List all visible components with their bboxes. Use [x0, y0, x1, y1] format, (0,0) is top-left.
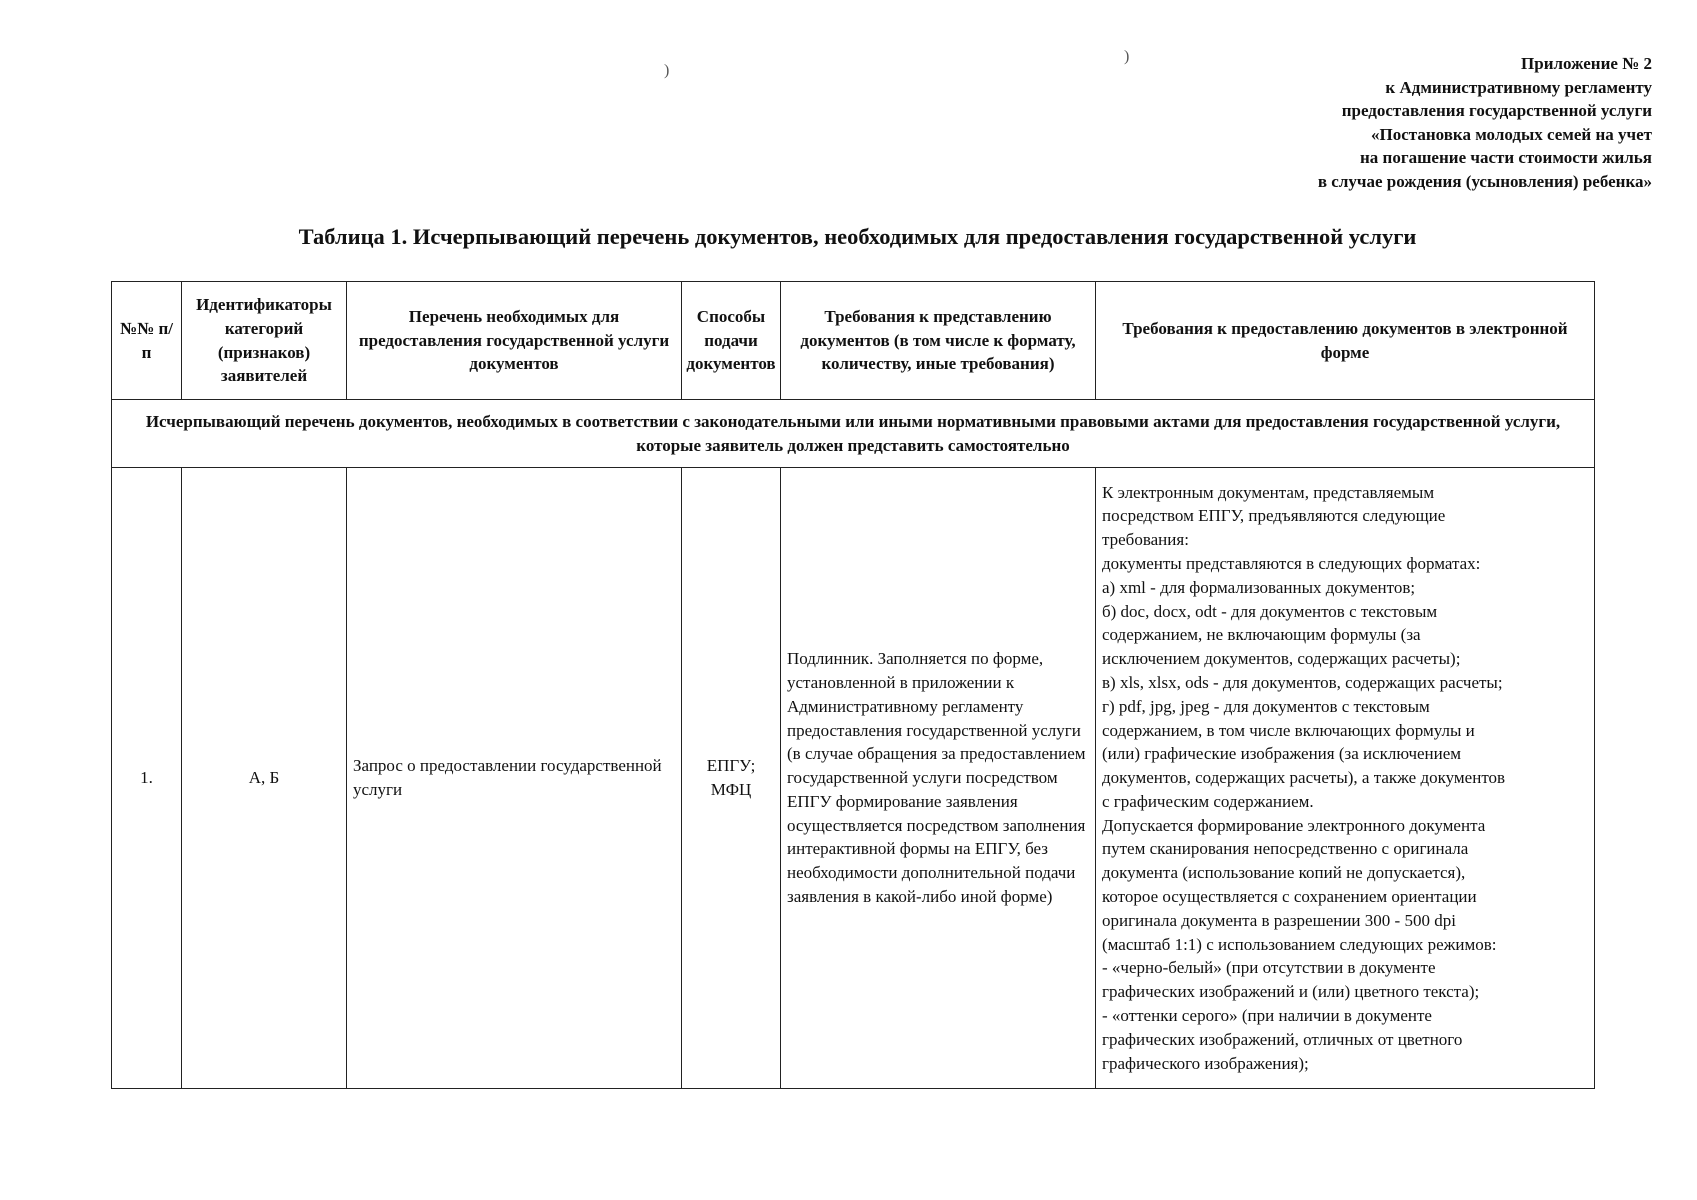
- e-requirement-line: с графическим содержанием.: [1102, 791, 1314, 811]
- scan-artifact: ): [664, 62, 670, 79]
- column-header-requirements: Требования к представлению документов (в том числе к формату, количеству, иные требования): [781, 282, 1096, 400]
- column-header-documents: Перечень необходимых для предоставления государственной услуги документов: [347, 282, 682, 400]
- row-method: ЕПГУ; МФЦ: [682, 468, 781, 1089]
- table-header-row: [112, 282, 1595, 400]
- e-requirement-line: - «черно-белый» (при отсутствии в документе: [1102, 958, 1436, 978]
- e-requirement-line: - «оттенки серого» (при наличии в документе: [1102, 1006, 1432, 1026]
- e-requirement-line: требования:: [1102, 530, 1189, 550]
- row-document: Запрос о предоставлении государственной услуги: [347, 468, 682, 1089]
- e-requirement-line: документа (использование копий не допускается),: [1102, 863, 1466, 883]
- section-title: Исчерпывающий перечень документов, необходимых в соответствии с законодательными или иными нормативными правовыми актами для предоставления государственной услуги, которые заявитель должен представить самостоятельно: [112, 400, 1595, 468]
- header-line: в случае рождения (усыновления) ребенка»: [1317, 171, 1652, 191]
- appendix-header: [1318, 52, 1652, 193]
- e-requirement-line: документы представляются в следующих форматах:: [1102, 553, 1481, 573]
- table-row: [112, 468, 1595, 1089]
- e-requirement-line: графических изображений и (или) цветного текста);: [1102, 982, 1480, 1002]
- e-requirement-line: (масштаб 1:1) с использованием следующих режимов:: [1102, 934, 1497, 954]
- row-categories: А, Б: [182, 468, 347, 1089]
- e-requirement-line: б) doc, docx, odt - для документов с текстовым: [1102, 601, 1438, 621]
- table-title: Таблица 1. Исчерпывающий перечень документов, необходимых для предоставления государственной услуги: [298, 224, 1417, 249]
- column-header-e-requirements: Требования к предоставлению документов в электронной форме: [1096, 282, 1595, 400]
- row-e-requirements: [1096, 468, 1595, 1089]
- e-requirement-line: Допускается формирование электронного документа: [1102, 815, 1486, 835]
- e-requirement-line: которое осуществляется с сохранением ориентации: [1102, 887, 1477, 907]
- header-line: к Административному регламенту: [1385, 77, 1652, 97]
- e-requirement-line: исключением документов, содержащих расчеты);: [1102, 649, 1461, 669]
- header-line: Приложение № 2: [1521, 54, 1652, 73]
- e-requirement-line: содержанием, не включающим формулы (за: [1102, 625, 1421, 645]
- header-line: «Постановка молодых семей на учет: [1371, 124, 1652, 144]
- e-requirement-line: графического изображения);: [1102, 1053, 1309, 1073]
- e-requirement-line: в) xls, xlsx, ods - для документов, содержащих расчеты;: [1102, 672, 1503, 692]
- e-requirement-line: К электронным документам, представляемым: [1102, 482, 1435, 502]
- section-row: [112, 400, 1595, 468]
- row-number: 1.: [112, 468, 182, 1089]
- column-header-categories: Идентификаторы категорий (признаков) заявителей: [182, 282, 347, 400]
- e-requirement-line: а) xml - для формализованных документов;: [1102, 577, 1416, 597]
- header-line: на погашение части стоимости жилья: [1360, 148, 1652, 167]
- scan-artifact: ): [1124, 48, 1130, 65]
- e-requirement-line: г) pdf, jpg, jpeg - для документов с текстовым: [1102, 696, 1430, 716]
- e-requirement-line: документов, содержащих расчеты), а также документов: [1102, 768, 1506, 788]
- e-requirement-line: путем сканирования непосредственно с оригинала: [1102, 839, 1469, 859]
- column-header-number: №№ п/п: [112, 282, 182, 400]
- documents-table: [111, 281, 1595, 1089]
- column-header-methods: Способы подачи документов: [682, 282, 781, 400]
- e-requirement-line: содержанием, в том числе включающих формулы и: [1102, 720, 1475, 740]
- e-requirement-line: (или) графические изображения (за исключением: [1102, 744, 1462, 764]
- row-requirements: Подлинник. Заполняется по форме, установленной в приложении к Административному регламенту предоставления государственной услуги (в случае обращения за предоставлением государственной услуги посредством ЕПГУ формирование заявления осуществляется посредством заполнения интерактивной формы на ЕПГУ, без необходимости дополнительной подачи заявления в какой-либо иной форме): [781, 468, 1096, 1089]
- e-requirement-line: посредством ЕПГУ, предъявляются следующие: [1102, 506, 1446, 526]
- e-requirement-line: оригинала документа в разрешении 300 - 500 dpi: [1102, 910, 1456, 930]
- e-requirement-line: графических изображений, отличных от цветного: [1102, 1029, 1463, 1049]
- header-line: предоставления государственной услуги: [1341, 101, 1652, 120]
